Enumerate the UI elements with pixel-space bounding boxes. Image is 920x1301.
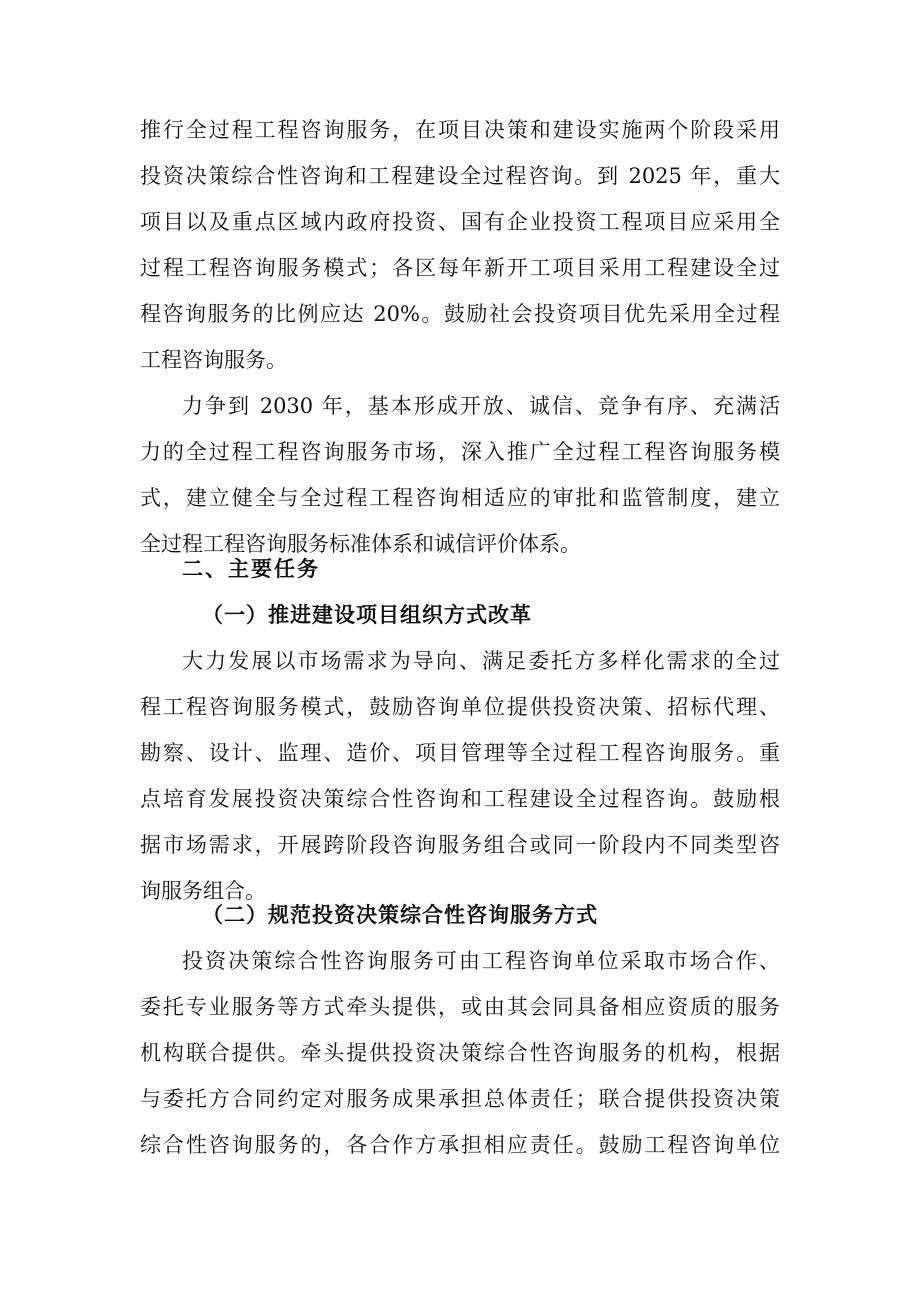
subsection-1-line: 大力发展以市场需求为导向、满足委托方多样化需求的全过 xyxy=(182,649,780,673)
subsection-2-heading: （二）规范投资决策综合性咨询服务方式 xyxy=(202,903,598,927)
paragraph-1-line: 项目以及重点区域内政府投资、国有企业投资工程项目应采用全 xyxy=(140,210,780,234)
paragraph-1-line: 过程工程咨询服务模式；各区每年新开工项目采用工程建设全过 xyxy=(140,256,780,280)
paragraph-2-line: 全过程工程咨询服务标准体系和诚信评价体系。 xyxy=(140,532,581,556)
subsection-1-line: 勘察、设计、监理、造价、项目管理等全过程工程咨询服务。重 xyxy=(140,741,780,765)
paragraph-2-line: 式，建立健全与全过程工程咨询相适应的审批和监管制度，建立 xyxy=(140,486,780,510)
subsection-1-line: 询服务组合。 xyxy=(140,879,266,903)
subsection-1-line: 据市场需求，开展跨阶段咨询服务组合或同一阶段内不同类型咨 xyxy=(140,833,780,857)
paragraph-1-line: 工程咨询服务。 xyxy=(140,348,287,372)
subsection-2-line: 综合性咨询服务的，各合作方承担相应责任。鼓励工程咨询单位 xyxy=(140,1133,780,1157)
subsection-1-line: 程工程咨询服务模式，鼓励咨询单位提供投资决策、招标代理、 xyxy=(140,695,780,719)
section-heading: 二、主要任务 xyxy=(182,557,320,581)
subsection-1-heading: （一）推进建设项目组织方式改革 xyxy=(202,603,532,627)
paragraph-1-line: 投资决策综合性咨询和工程建设全过程咨询。到 2025 年，重大 xyxy=(140,164,780,188)
subsection-2-line: 与委托方合同约定对服务成果承担总体责任；联合提供投资决策 xyxy=(140,1087,780,1111)
subsection-2-line: 委托专业服务等方式牵头提供，或由其会同具备相应资质的服务 xyxy=(140,995,780,1019)
paragraph-2-line: 力争到 2030 年，基本形成开放、诚信、竞争有序、充满活 xyxy=(182,394,780,418)
subsection-2-line: 投资决策综合性咨询服务可由工程咨询单位采取市场合作、 xyxy=(182,949,780,973)
paragraph-1-line: 推行全过程工程咨询服务，在项目决策和建设实施两个阶段采用 xyxy=(140,118,780,142)
subsection-1-line: 点培育发展投资决策综合性咨询和工程建设全过程咨询。鼓励根 xyxy=(140,787,780,811)
paragraph-1-line: 程咨询服务的比例应达 20%。鼓励社会投资项目优先采用全过程 xyxy=(140,302,780,326)
subsection-2-line: 机构联合提供。牵头提供投资决策综合性咨询服务的机构，根据 xyxy=(140,1041,780,1065)
paragraph-2-line: 力的全过程工程咨询服务市场，深入推广全过程工程咨询服务模 xyxy=(140,440,780,464)
